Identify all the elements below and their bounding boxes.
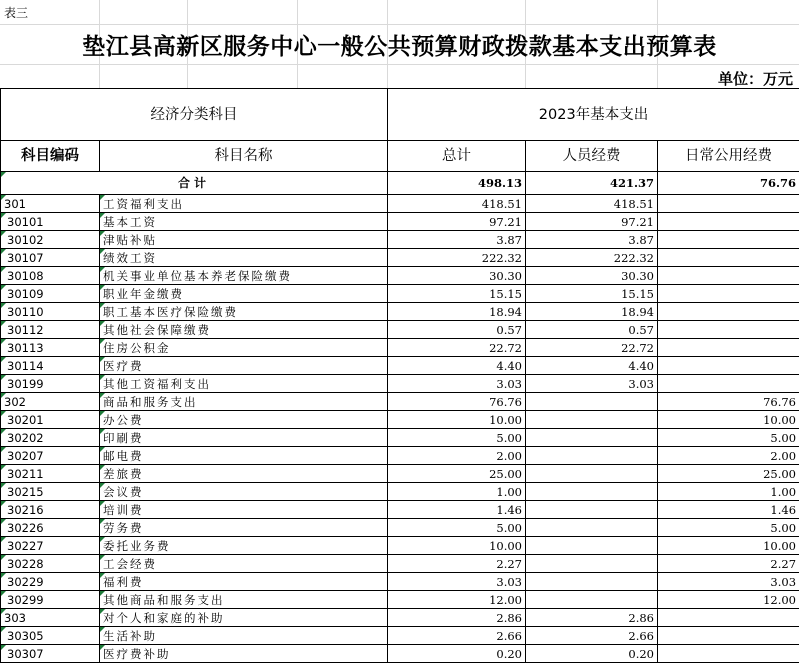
row-name: 其他社会保障缴费 bbox=[100, 321, 388, 339]
row-personnel bbox=[526, 537, 658, 555]
cell-marker-icon bbox=[1, 573, 6, 578]
cell-marker-icon bbox=[1, 172, 6, 177]
row-personnel bbox=[526, 555, 658, 573]
row-code: 30227 bbox=[1, 537, 100, 555]
row-personnel: 18.94 bbox=[526, 303, 658, 321]
row-personnel: 4.40 bbox=[526, 357, 658, 375]
budget-table bbox=[0, 88, 799, 663]
row-total: 2.66 bbox=[388, 627, 526, 645]
cell-marker-icon bbox=[100, 339, 105, 344]
table-row bbox=[1, 213, 799, 231]
cell-marker-icon bbox=[100, 213, 105, 218]
header-row-top bbox=[1, 89, 799, 141]
cell-marker-icon bbox=[1, 501, 6, 506]
cell-marker-icon bbox=[100, 285, 105, 290]
cell-marker-icon bbox=[1, 195, 6, 200]
table-row bbox=[1, 501, 799, 519]
cell-marker-icon bbox=[1, 393, 6, 398]
row-code: 30207 bbox=[1, 447, 100, 465]
row-name: 培训费 bbox=[100, 501, 388, 519]
row-name: 其他商品和服务支出 bbox=[100, 591, 388, 609]
table-row bbox=[1, 375, 799, 393]
row-public: 5.00 bbox=[658, 519, 799, 537]
cell-marker-icon bbox=[1, 411, 6, 416]
row-public: 25.00 bbox=[658, 465, 799, 483]
cell-marker-icon bbox=[1, 591, 6, 596]
row-total: 10.00 bbox=[388, 411, 526, 429]
cell-marker-icon bbox=[100, 303, 105, 308]
table-row bbox=[1, 249, 799, 267]
row-code: 30215 bbox=[1, 483, 100, 501]
row-total: 3.03 bbox=[388, 573, 526, 591]
cell-marker-icon bbox=[100, 195, 105, 200]
row-personnel bbox=[526, 429, 658, 447]
cell-marker-icon bbox=[100, 627, 105, 632]
row-code: 301 bbox=[1, 195, 100, 213]
table-row bbox=[1, 555, 799, 573]
row-code: 30229 bbox=[1, 573, 100, 591]
table-row bbox=[1, 357, 799, 375]
row-total: 10.00 bbox=[388, 537, 526, 555]
cell-marker-icon bbox=[1, 429, 6, 434]
row-code: 303 bbox=[1, 609, 100, 627]
row-personnel bbox=[526, 447, 658, 465]
table-row bbox=[1, 609, 799, 627]
row-total: 5.00 bbox=[388, 429, 526, 447]
row-total: 2.27 bbox=[388, 555, 526, 573]
cell-marker-icon bbox=[100, 447, 105, 452]
row-total: 25.00 bbox=[388, 465, 526, 483]
row-total: 418.51 bbox=[388, 195, 526, 213]
table-row bbox=[1, 195, 799, 213]
cell-marker-icon bbox=[100, 591, 105, 596]
row-personnel: 0.20 bbox=[526, 645, 658, 663]
table-row bbox=[1, 645, 799, 663]
table-row bbox=[1, 429, 799, 447]
row-code: 30305 bbox=[1, 627, 100, 645]
row-public: 2.27 bbox=[658, 555, 799, 573]
row-code: 30228 bbox=[1, 555, 100, 573]
row-personnel bbox=[526, 501, 658, 519]
row-code: 30107 bbox=[1, 249, 100, 267]
cell-marker-icon bbox=[100, 519, 105, 524]
table-row bbox=[1, 393, 799, 411]
cell-marker-icon bbox=[100, 231, 105, 236]
table-row bbox=[1, 303, 799, 321]
cell-marker-icon bbox=[100, 375, 105, 380]
row-total: 222.32 bbox=[388, 249, 526, 267]
row-public bbox=[658, 249, 799, 267]
row-total: 15.15 bbox=[388, 285, 526, 303]
row-personnel bbox=[526, 393, 658, 411]
row-name: 津贴补贴 bbox=[100, 231, 388, 249]
cell-marker-icon bbox=[100, 267, 105, 272]
cell-marker-icon bbox=[100, 321, 105, 326]
row-personnel bbox=[526, 573, 658, 591]
table-row bbox=[1, 537, 799, 555]
row-code: 30102 bbox=[1, 231, 100, 249]
cell-marker-icon bbox=[100, 429, 105, 434]
row-public bbox=[658, 627, 799, 645]
row-public bbox=[658, 609, 799, 627]
row-personnel bbox=[526, 483, 658, 501]
page-title: 垫江县高新区服务中心一般公共预算财政拨款基本支出预算表 bbox=[82, 33, 717, 60]
row-code: 30199 bbox=[1, 375, 100, 393]
cell-marker-icon bbox=[1, 537, 6, 542]
row-code: 30201 bbox=[1, 411, 100, 429]
row-name: 生活补助 bbox=[100, 627, 388, 645]
table-row bbox=[1, 339, 799, 357]
row-name: 绩效工资 bbox=[100, 249, 388, 267]
table-row bbox=[1, 573, 799, 591]
cell-marker-icon bbox=[1, 483, 6, 488]
row-personnel: 222.32 bbox=[526, 249, 658, 267]
row-personnel bbox=[526, 519, 658, 537]
row-name: 差旅费 bbox=[100, 465, 388, 483]
row-name: 对个人和家庭的补助 bbox=[100, 609, 388, 627]
row-name: 会议费 bbox=[100, 483, 388, 501]
row-public bbox=[658, 195, 799, 213]
row-code: 30108 bbox=[1, 267, 100, 285]
row-public: 1.46 bbox=[658, 501, 799, 519]
row-name: 福利费 bbox=[100, 573, 388, 591]
row-total: 1.00 bbox=[388, 483, 526, 501]
row-total: 4.40 bbox=[388, 357, 526, 375]
row-total: 97.21 bbox=[388, 213, 526, 231]
row-public bbox=[658, 231, 799, 249]
cell-marker-icon bbox=[1, 213, 6, 218]
row-total: 0.20 bbox=[388, 645, 526, 663]
econ-category-header: 经济分类科目 bbox=[1, 89, 388, 141]
total-label: 合计 bbox=[1, 172, 388, 195]
row-code: 30299 bbox=[1, 591, 100, 609]
row-public bbox=[658, 267, 799, 285]
row-code: 30307 bbox=[1, 645, 100, 663]
row-name: 商品和服务支出 bbox=[100, 393, 388, 411]
row-name: 工资福利支出 bbox=[100, 195, 388, 213]
cell-marker-icon bbox=[1, 645, 6, 650]
row-name: 委托业务费 bbox=[100, 537, 388, 555]
row-code: 30202 bbox=[1, 429, 100, 447]
table-row bbox=[1, 483, 799, 501]
cell-marker-icon bbox=[100, 249, 105, 254]
row-code: 302 bbox=[1, 393, 100, 411]
name-column-header: 科目名称 bbox=[100, 141, 388, 172]
row-personnel bbox=[526, 465, 658, 483]
header-row-columns bbox=[1, 141, 799, 172]
row-public bbox=[658, 285, 799, 303]
code-column-header: 科目编码 bbox=[1, 141, 100, 172]
cell-marker-icon bbox=[1, 519, 6, 524]
public-column-header: 日常公用经费 bbox=[658, 141, 799, 172]
row-personnel: 15.15 bbox=[526, 285, 658, 303]
cell-marker-icon bbox=[100, 393, 105, 398]
row-name: 办公费 bbox=[100, 411, 388, 429]
table-row bbox=[1, 627, 799, 645]
row-public: 1.00 bbox=[658, 483, 799, 501]
row-public: 10.00 bbox=[658, 411, 799, 429]
budget-year-header: 2023年基本支出 bbox=[388, 89, 799, 141]
total-sum: 498.13 bbox=[388, 172, 526, 195]
row-public bbox=[658, 375, 799, 393]
table-row bbox=[1, 321, 799, 339]
row-code: 30226 bbox=[1, 519, 100, 537]
row-code: 30211 bbox=[1, 465, 100, 483]
row-name: 机关事业单位基本养老保险缴费 bbox=[100, 267, 388, 285]
row-total: 12.00 bbox=[388, 591, 526, 609]
table-row bbox=[1, 591, 799, 609]
row-public bbox=[658, 357, 799, 375]
row-personnel: 97.21 bbox=[526, 213, 658, 231]
total-column-header: 总计 bbox=[388, 141, 526, 172]
row-total: 2.00 bbox=[388, 447, 526, 465]
cell-marker-icon bbox=[1, 357, 6, 362]
cell-marker-icon bbox=[100, 357, 105, 362]
row-personnel: 2.86 bbox=[526, 609, 658, 627]
cell-marker-icon bbox=[1, 285, 6, 290]
unit-label: 单位：万元 bbox=[717, 70, 793, 88]
row-public: 76.76 bbox=[658, 393, 799, 411]
row-code: 30114 bbox=[1, 357, 100, 375]
row-personnel: 2.66 bbox=[526, 627, 658, 645]
personnel-column-header: 人员经费 bbox=[526, 141, 658, 172]
row-public bbox=[658, 645, 799, 663]
table-row bbox=[1, 231, 799, 249]
row-name: 劳务费 bbox=[100, 519, 388, 537]
cell-marker-icon bbox=[1, 267, 6, 272]
cell-marker-icon bbox=[1, 303, 6, 308]
row-public: 10.00 bbox=[658, 537, 799, 555]
cell-marker-icon bbox=[1, 447, 6, 452]
cell-marker-icon bbox=[100, 483, 105, 488]
cell-marker-icon bbox=[100, 501, 105, 506]
row-public bbox=[658, 213, 799, 231]
row-personnel: 30.30 bbox=[526, 267, 658, 285]
table-row bbox=[1, 519, 799, 537]
cell-marker-icon bbox=[100, 645, 105, 650]
row-name: 医疗费补助 bbox=[100, 645, 388, 663]
row-name: 其他工资福利支出 bbox=[100, 375, 388, 393]
row-public bbox=[658, 303, 799, 321]
row-name: 医疗费 bbox=[100, 357, 388, 375]
table-row bbox=[1, 267, 799, 285]
row-code: 30113 bbox=[1, 339, 100, 357]
cell-marker-icon bbox=[100, 609, 105, 614]
row-code: 30112 bbox=[1, 321, 100, 339]
row-total: 0.57 bbox=[388, 321, 526, 339]
row-public bbox=[658, 339, 799, 357]
row-name: 印刷费 bbox=[100, 429, 388, 447]
row-name: 职业年金缴费 bbox=[100, 285, 388, 303]
row-public: 2.00 bbox=[658, 447, 799, 465]
cell-marker-icon bbox=[1, 249, 6, 254]
row-public: 12.00 bbox=[658, 591, 799, 609]
row-personnel: 22.72 bbox=[526, 339, 658, 357]
row-name: 基本工资 bbox=[100, 213, 388, 231]
total-row bbox=[1, 172, 799, 195]
row-public: 5.00 bbox=[658, 429, 799, 447]
cell-marker-icon bbox=[100, 465, 105, 470]
row-total: 3.87 bbox=[388, 231, 526, 249]
row-personnel: 418.51 bbox=[526, 195, 658, 213]
cell-marker-icon bbox=[100, 555, 105, 560]
table-row bbox=[1, 447, 799, 465]
row-personnel bbox=[526, 591, 658, 609]
cell-marker-icon bbox=[1, 375, 6, 380]
row-public: 3.03 bbox=[658, 573, 799, 591]
row-total: 22.72 bbox=[388, 339, 526, 357]
row-name: 职工基本医疗保险缴费 bbox=[100, 303, 388, 321]
row-name: 邮电费 bbox=[100, 447, 388, 465]
row-personnel bbox=[526, 411, 658, 429]
row-personnel: 0.57 bbox=[526, 321, 658, 339]
row-name: 工会经费 bbox=[100, 555, 388, 573]
cell-marker-icon bbox=[1, 231, 6, 236]
row-code: 30110 bbox=[1, 303, 100, 321]
cell-marker-icon bbox=[1, 465, 6, 470]
sheet-tag: 表三 bbox=[4, 6, 29, 20]
row-name: 住房公积金 bbox=[100, 339, 388, 357]
row-total: 3.03 bbox=[388, 375, 526, 393]
row-total: 30.30 bbox=[388, 267, 526, 285]
table-row bbox=[1, 285, 799, 303]
cell-marker-icon bbox=[1, 627, 6, 632]
row-personnel: 3.87 bbox=[526, 231, 658, 249]
row-code: 30109 bbox=[1, 285, 100, 303]
cell-marker-icon bbox=[1, 339, 6, 344]
table-row bbox=[1, 411, 799, 429]
cell-marker-icon bbox=[100, 537, 105, 542]
row-public bbox=[658, 321, 799, 339]
table-row bbox=[1, 465, 799, 483]
row-total: 18.94 bbox=[388, 303, 526, 321]
cell-marker-icon bbox=[100, 411, 105, 416]
cell-marker-icon bbox=[1, 609, 6, 614]
cell-marker-icon bbox=[100, 573, 105, 578]
row-code: 30216 bbox=[1, 501, 100, 519]
cell-marker-icon bbox=[1, 321, 6, 326]
total-personnel: 421.37 bbox=[526, 172, 658, 195]
row-total: 76.76 bbox=[388, 393, 526, 411]
cell-marker-icon bbox=[1, 555, 6, 560]
row-code: 30101 bbox=[1, 213, 100, 231]
total-public: 76.76 bbox=[658, 172, 799, 195]
row-personnel: 3.03 bbox=[526, 375, 658, 393]
row-total: 2.86 bbox=[388, 609, 526, 627]
row-total: 5.00 bbox=[388, 519, 526, 537]
row-total: 1.46 bbox=[388, 501, 526, 519]
